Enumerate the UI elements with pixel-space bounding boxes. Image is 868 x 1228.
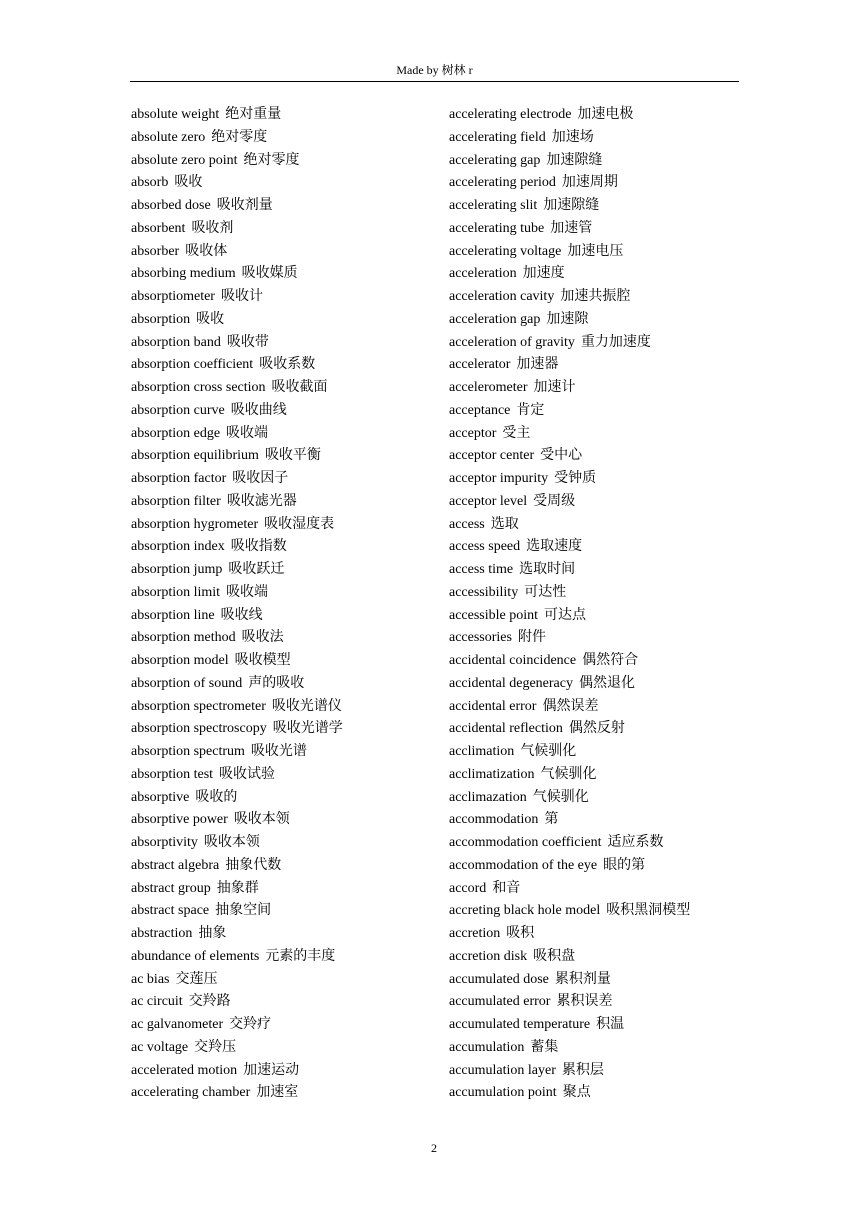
entry-translation: 吸积黑洞模型 — [606, 903, 691, 919]
entry-translation: 吸收剂 — [191, 220, 234, 236]
entry-translation: 抽象空间 — [215, 903, 272, 919]
entry-term: accelerating field — [449, 129, 546, 145]
entry-term: absorption spectrometer — [131, 698, 266, 714]
entry-translation: 偶然退化 — [578, 675, 635, 691]
entry-translation: 眼的第 — [603, 857, 646, 873]
glossary-entry — [449, 718, 749, 741]
entry-term: absorptiometer — [131, 289, 215, 304]
entry-translation: 累积剂量 — [554, 971, 611, 987]
entry-term: access time — [449, 562, 514, 577]
entry-translation: 吸收因子 — [232, 471, 289, 486]
entry-term: absolute zero — [131, 129, 206, 145]
glossary-entry — [449, 377, 749, 400]
glossary-entry — [449, 400, 749, 423]
entry-term: absorption method — [131, 630, 236, 646]
entry-translation: 加速场 — [551, 129, 594, 145]
entry-term: absorption index — [131, 539, 225, 555]
entry-term: absorption spectrum — [131, 744, 245, 759]
glossary-entry — [131, 900, 431, 923]
entry-term: accretion disk — [449, 948, 528, 964]
entry-translation: 吸收系数 — [259, 357, 316, 373]
entry-translation: 可达点 — [544, 607, 587, 623]
entry-term: accelerated motion — [131, 1062, 238, 1078]
entry-translation: 加速度 — [522, 266, 565, 282]
glossary-entry — [131, 445, 431, 468]
entry-term: accidental reflection — [449, 721, 563, 737]
entry-translation: 吸收法 — [241, 630, 284, 646]
glossary-entry — [449, 923, 749, 946]
glossary-entry — [449, 195, 749, 218]
glossary-entry — [449, 900, 749, 923]
glossary-entry — [449, 172, 749, 195]
entry-term: absolute zero point — [131, 152, 238, 168]
entry-translation: 交莲压 — [175, 971, 218, 987]
entry-term: accelerating electrode — [449, 107, 572, 122]
entry-translation: 加速电压 — [567, 243, 624, 259]
glossary-entry — [131, 605, 431, 628]
entry-translation: 受中心 — [540, 448, 583, 464]
entry-translation: 吸收试验 — [219, 766, 276, 782]
entry-translation: 偶然反射 — [568, 721, 625, 737]
entry-translation: 加速共振腔 — [560, 289, 631, 304]
entry-term: absorbed dose — [131, 198, 211, 213]
entry-translation: 偶然误差 — [542, 698, 599, 714]
entry-translation: 附件 — [517, 630, 546, 646]
entry-translation: 吸收的 — [195, 789, 238, 805]
entry-term: accommodation coefficient — [449, 835, 602, 850]
entry-term: accumulated temperature — [449, 1017, 591, 1032]
entry-term: absorbent — [131, 220, 186, 236]
entry-term: absorptive — [131, 789, 190, 805]
glossary-entry — [449, 969, 749, 992]
entry-term: absorption factor — [131, 471, 227, 486]
entry-term: acceleration cavity — [449, 289, 555, 304]
entry-term: abundance of elements — [131, 948, 260, 964]
entry-term: absorbing medium — [131, 266, 236, 282]
entry-translation: 吸收曲线 — [230, 402, 287, 418]
entry-term: absorption cross section — [131, 380, 266, 395]
entry-translation: 加速室 — [256, 1085, 299, 1101]
glossary-entry — [449, 559, 749, 582]
entry-term: absorptivity — [131, 835, 198, 850]
glossary-entry — [449, 696, 749, 719]
entry-translation: 吸收媒质 — [241, 266, 298, 282]
entry-term: accessible point — [449, 607, 539, 623]
entry-term: accelerating tube — [449, 220, 545, 236]
entry-translation: 交羚路 — [188, 994, 231, 1010]
entry-translation: 聚点 — [562, 1085, 591, 1101]
entry-term: acceptor impurity — [449, 471, 549, 486]
entry-translation: 吸收本领 — [233, 812, 290, 828]
entry-term: acceptance — [449, 402, 511, 418]
glossary-entry — [131, 309, 431, 332]
entry-term: accidental coincidence — [449, 653, 577, 668]
entry-translation: 偶然符合 — [582, 653, 639, 668]
glossary-entry — [131, 104, 431, 127]
glossary-entry — [131, 741, 431, 764]
entry-term: absorption hygrometer — [131, 516, 259, 532]
entry-term: absolute weight — [131, 107, 220, 122]
glossary-entry — [131, 787, 431, 810]
entry-term: absorption limit — [131, 584, 221, 600]
entry-translation: 气候驯化 — [540, 766, 597, 782]
entry-translation: 交羚疗 — [229, 1017, 272, 1032]
entry-translation: 受钟质 — [554, 471, 597, 486]
glossary-entry — [131, 1060, 431, 1083]
entry-term: acclimation — [449, 744, 515, 759]
glossary-entry — [449, 627, 749, 650]
glossary-entry — [131, 423, 431, 446]
entry-term: abstract algebra — [131, 857, 220, 873]
entry-term: accumulation layer — [449, 1062, 556, 1078]
entry-translation: 抽象 — [198, 926, 227, 941]
glossary-entry — [131, 127, 431, 150]
entry-term: accumulation — [449, 1039, 525, 1055]
glossary-entry — [131, 832, 431, 855]
glossary-entry — [449, 1060, 749, 1083]
glossary-entry — [449, 1082, 749, 1105]
entry-term: accumulation point — [449, 1085, 557, 1101]
entry-translation: 绝对零度 — [211, 129, 268, 145]
header-rule — [130, 81, 739, 82]
entry-translation: 声的吸收 — [248, 675, 305, 691]
glossary-entry — [449, 855, 749, 878]
entry-translation: 累积层 — [561, 1062, 604, 1078]
entry-translation: 选取速度 — [526, 539, 583, 555]
entry-term: abstract group — [131, 880, 211, 896]
entry-term: acceptor center — [449, 448, 535, 464]
glossary-entry — [449, 354, 749, 377]
entry-term: absorption — [131, 311, 191, 327]
entry-translation: 和音 — [492, 880, 521, 896]
entry-term: acceleration gap — [449, 311, 541, 327]
entry-translation: 吸收截面 — [271, 380, 328, 395]
glossary-entry — [449, 104, 749, 127]
entry-translation: 加速计 — [533, 380, 576, 395]
entry-term: absorber — [131, 243, 180, 259]
glossary-entry — [449, 764, 749, 787]
glossary-entry — [131, 627, 431, 650]
entry-term: absorption jump — [131, 562, 223, 577]
entry-translation: 加速运动 — [243, 1062, 300, 1078]
entry-term: absorption test — [131, 766, 214, 782]
glossary-entry — [449, 991, 749, 1014]
entry-translation: 受周级 — [533, 493, 576, 509]
entry-translation: 绝对零度 — [243, 152, 300, 168]
entry-term: accumulated dose — [449, 971, 549, 987]
glossary-entry — [449, 491, 749, 514]
entry-translation: 加速电极 — [577, 107, 634, 122]
entry-term: accreting black hole model — [449, 903, 601, 919]
glossary-column-right — [449, 104, 749, 1105]
entry-translation: 吸收光谱仪 — [271, 698, 342, 714]
entry-translation: 抽象群 — [216, 880, 259, 896]
glossary-entry — [449, 673, 749, 696]
page-number: 2 — [431, 1141, 437, 1155]
glossary-entry — [131, 673, 431, 696]
entry-translation: 抽象代数 — [225, 857, 282, 873]
entry-term: absorption equilibrium — [131, 448, 259, 464]
glossary-entry — [449, 445, 749, 468]
entry-term: accommodation of the eye — [449, 857, 598, 873]
entry-translation: 吸收 — [174, 175, 203, 191]
entry-translation: 适应系数 — [607, 835, 664, 850]
entry-translation: 吸积盘 — [533, 948, 576, 964]
glossary-entry — [449, 650, 749, 673]
entry-translation: 加速隙缝 — [546, 152, 603, 168]
glossary-entry — [131, 809, 431, 832]
glossary-entry — [449, 150, 749, 173]
glossary-entry — [449, 536, 749, 559]
glossary-entry — [131, 1037, 431, 1060]
glossary-entry — [449, 468, 749, 491]
entry-translation: 吸收本领 — [203, 835, 260, 850]
entry-translation: 吸积 — [506, 926, 535, 941]
glossary-entry — [131, 241, 431, 264]
glossary-entry — [131, 1014, 431, 1037]
entry-term: accord — [449, 880, 487, 896]
entry-translation: 累积误差 — [556, 994, 613, 1010]
entry-term: accelerating slit — [449, 198, 538, 213]
entry-term: acclimazation — [449, 789, 527, 805]
entry-term: accessibility — [449, 584, 519, 600]
glossary-column-left — [131, 104, 431, 1105]
glossary-entry — [131, 991, 431, 1014]
entry-term: absorption coefficient — [131, 357, 254, 373]
entry-term: absorption spectroscopy — [131, 721, 267, 737]
entry-translation: 选取 — [490, 516, 519, 532]
entry-translation: 吸收体 — [185, 243, 228, 259]
glossary-entry — [449, 332, 749, 355]
entry-term: accelerator — [449, 357, 511, 373]
glossary-entry — [131, 536, 431, 559]
entry-translation: 气候驯化 — [532, 789, 589, 805]
glossary-entry — [449, 787, 749, 810]
entry-term: acclimatization — [449, 766, 535, 782]
entry-term: absorption line — [131, 607, 215, 623]
glossary-entry — [131, 650, 431, 673]
entry-term: absorption curve — [131, 402, 225, 418]
entry-translation: 积温 — [596, 1017, 625, 1032]
entry-translation: 吸收端 — [226, 425, 269, 441]
entry-term: absorption band — [131, 334, 221, 350]
glossary-entry — [449, 582, 749, 605]
glossary-entry — [449, 809, 749, 832]
glossary-entry — [131, 150, 431, 173]
glossary-entry — [449, 832, 749, 855]
entry-term: accelerating voltage — [449, 243, 562, 259]
entry-translation: 气候驯化 — [520, 744, 577, 759]
glossary-entry — [131, 332, 431, 355]
entry-translation: 元素的丰度 — [265, 948, 336, 964]
entry-term: accelerating chamber — [131, 1085, 251, 1101]
glossary-entry — [131, 1082, 431, 1105]
entry-term: accelerating period — [449, 175, 556, 191]
entry-term: ac circuit — [131, 994, 183, 1010]
glossary-entry — [131, 377, 431, 400]
entry-term: accretion — [449, 926, 501, 941]
entry-translation: 加速器 — [516, 357, 559, 373]
glossary-entry — [131, 514, 431, 537]
glossary-entry — [449, 263, 749, 286]
entry-term: accelerometer — [449, 380, 528, 395]
entry-translation: 加速周期 — [561, 175, 618, 191]
entry-term: absorptive power — [131, 812, 228, 828]
entry-translation: 加速隙 — [546, 311, 589, 327]
entry-term: accommodation — [449, 812, 539, 828]
glossary-entry — [131, 582, 431, 605]
glossary-entry — [131, 878, 431, 901]
entry-term: accumulated error — [449, 994, 551, 1010]
glossary-entry — [131, 286, 431, 309]
entry-translation: 吸收光谱学 — [272, 721, 343, 737]
entry-term: absorption of sound — [131, 675, 243, 691]
entry-term: access — [449, 516, 485, 532]
glossary-entry — [131, 195, 431, 218]
glossary-entry — [449, 423, 749, 446]
glossary-entry — [449, 241, 749, 264]
glossary-entry — [131, 696, 431, 719]
glossary-entry — [131, 946, 431, 969]
glossary-entry — [449, 878, 749, 901]
glossary-entry — [449, 605, 749, 628]
entry-translation: 受主 — [502, 425, 531, 441]
glossary-entry — [449, 309, 749, 332]
glossary-entry — [131, 491, 431, 514]
glossary-entry — [131, 764, 431, 787]
entry-translation: 加速管 — [550, 220, 593, 236]
glossary-entry — [131, 354, 431, 377]
glossary-entry — [449, 514, 749, 537]
entry-translation: 吸收模型 — [234, 653, 291, 668]
entry-translation: 吸收 — [196, 311, 225, 327]
entry-term: absorption edge — [131, 425, 221, 441]
entry-term: accelerating gap — [449, 152, 541, 168]
entry-term: acceleration of gravity — [449, 334, 575, 350]
entry-translation: 吸收剂量 — [216, 198, 273, 213]
entry-translation: 吸收端 — [226, 584, 269, 600]
entry-translation: 选取时间 — [519, 562, 576, 577]
entry-translation: 加速隙缝 — [543, 198, 600, 213]
glossary-entry — [449, 127, 749, 150]
entry-translation: 肯定 — [516, 402, 545, 418]
entry-translation: 可达性 — [524, 584, 567, 600]
entry-translation: 吸收湿度表 — [264, 516, 335, 532]
glossary-entry — [131, 468, 431, 491]
entry-translation: 交羚压 — [194, 1039, 237, 1055]
entry-translation: 吸收平衡 — [264, 448, 321, 464]
entry-translation: 第 — [544, 812, 559, 828]
glossary-entry — [131, 218, 431, 241]
entry-term: accessories — [449, 630, 512, 646]
entry-translation: 绝对重量 — [225, 107, 282, 122]
entry-term: accidental degeneracy — [449, 675, 573, 691]
glossary-entry — [449, 1014, 749, 1037]
entry-term: ac voltage — [131, 1039, 189, 1055]
entry-translation: 吸收跃迁 — [228, 562, 285, 577]
entry-term: absorb — [131, 175, 169, 191]
entry-translation: 吸收带 — [226, 334, 269, 350]
glossary-entry — [449, 741, 749, 764]
glossary-entry — [131, 172, 431, 195]
entry-term: acceptor level — [449, 493, 528, 509]
entry-term: ac galvanometer — [131, 1017, 224, 1032]
glossary-entry — [131, 559, 431, 582]
entry-term: accidental error — [449, 698, 537, 714]
entry-term: abstract space — [131, 903, 210, 919]
entry-translation: 吸收线 — [220, 607, 263, 623]
glossary-entry — [449, 946, 749, 969]
entry-term: acceptor — [449, 425, 497, 441]
entry-term: absorption model — [131, 653, 229, 668]
entry-translation: 吸收指数 — [230, 539, 287, 555]
entry-term: acceleration — [449, 266, 517, 282]
glossary-entry — [449, 1037, 749, 1060]
glossary-entry — [449, 286, 749, 309]
entry-translation: 吸收光谱 — [250, 744, 307, 759]
entry-translation: 重力加速度 — [580, 334, 651, 350]
entry-term: ac bias — [131, 971, 170, 987]
entry-term: access speed — [449, 539, 521, 555]
glossary-entry — [131, 718, 431, 741]
entry-translation: 蓄集 — [530, 1039, 559, 1055]
glossary-entry — [131, 969, 431, 992]
glossary-entry — [131, 923, 431, 946]
glossary-entry — [449, 218, 749, 241]
glossary-entry — [131, 400, 431, 423]
glossary-entry — [131, 263, 431, 286]
glossary-entry — [131, 855, 431, 878]
entry-term: abstraction — [131, 926, 193, 941]
page-header: Made by 树林 r — [396, 63, 473, 77]
entry-term: absorption filter — [131, 493, 221, 509]
entry-translation: 吸收计 — [220, 289, 263, 304]
entry-translation: 吸收滤光器 — [226, 493, 297, 509]
